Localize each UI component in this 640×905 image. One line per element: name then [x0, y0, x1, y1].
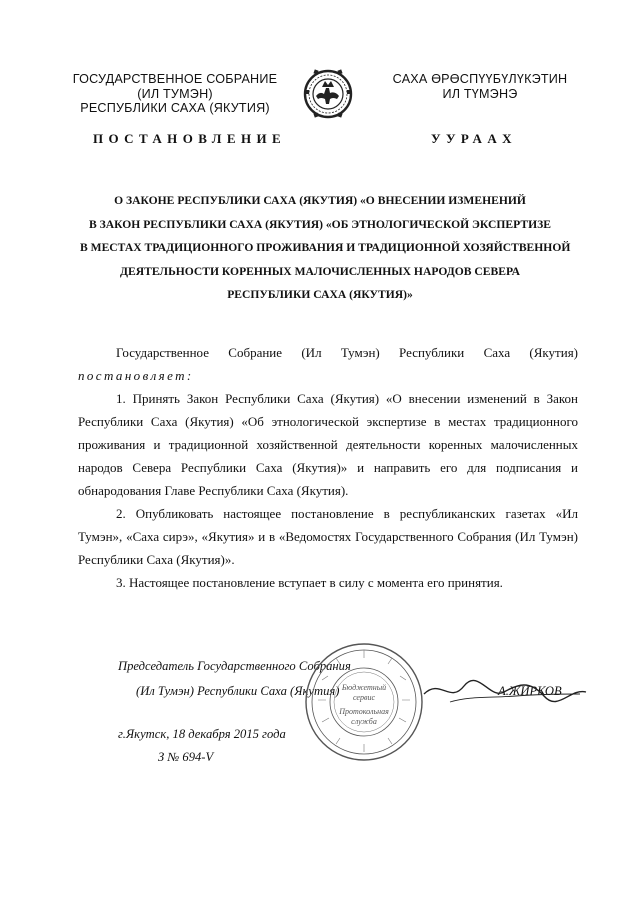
header-left	[50, 72, 300, 116]
header-right-line-1: САХА ӨРӨСПҮҮБҮЛҮКЭТИН	[392, 72, 568, 86]
body-postanovlyaet: постановляет:	[78, 368, 194, 383]
place-date: г.Якутск, 18 декабря 2015 года	[118, 727, 286, 741]
signer-position-line-1: Председатель Государственного Собрания	[118, 659, 351, 673]
header-left-line-1: ГОСУДАРСТВЕННОЕ СОБРАНИЕ	[72, 72, 278, 86]
title-line-3: В МЕСТАХ ТРАДИЦИОННОГО ПРОЖИВАНИЯ И ТРАДИЦИОННОЙ ХОЗЯЙСТВЕННОЙ	[80, 241, 571, 255]
stamp-text-1: Бюджетный	[341, 683, 387, 692]
document-title	[80, 189, 571, 307]
signer-name: А.ЖИРКОВ	[498, 684, 562, 698]
header-right-line-2: ИЛ ТҮМЭНЭ	[442, 86, 518, 101]
body-item-3: 3. Настоящее постановление вступает в силу с момента его принятия.	[116, 575, 503, 590]
stamp-text-3: Протокольная	[339, 707, 389, 716]
signer-position-line-2: (Ил Тумэн) Республики Саха (Якутия)	[136, 684, 340, 698]
header-left-line-2: (ИЛ ТУМЭН)	[137, 86, 213, 101]
doc-type-left: ПОСТАНОВЛЕНИЕ	[93, 131, 287, 146]
handwritten-signature-icon	[420, 674, 590, 714]
title-line-2: В ЗАКОН РЕСПУБЛИКИ САХА (ЯКУТИЯ) «ОБ ЭТНОЛОГИЧЕСКОЙ ЭКСПЕРТИЗЕ	[89, 217, 551, 231]
header-left-line-3: РЕСПУБЛИКИ САХА (ЯКУТИЯ)	[80, 101, 270, 115]
doc-type-right: УУРААХ	[431, 131, 517, 146]
body-item-1: 1. Принять Закон Республики Саха (Якутия) «О внесении изменений в Закон Республики Саха (Якутия) «Об этнологической экспертизе в местах традиционного проживания и традиционной хозяйственной деятельности коренных малочисленных народов Севера Республики Саха (Якутия)» и направить его для подписания и обнародования Главе Республики Саха (Якутия).	[78, 391, 578, 498]
stamp-text-2: сервис	[352, 693, 376, 702]
title-line-1: О ЗАКОНЕ РЕСПУБЛИКИ САХА (ЯКУТИЯ) «О ВНЕСЕНИИ ИЗМЕНЕНИЙ	[114, 194, 526, 207]
official-stamp-icon	[302, 640, 426, 764]
title-line-5: РЕСПУБЛИКИ САХА (ЯКУТИЯ)»	[227, 288, 413, 302]
header-right	[360, 72, 600, 101]
body-intro: Государственное Собрание (Ил Тумэн) Республики Саха (Якутия)	[116, 345, 578, 360]
title-line-4: ДЕЯТЕЛЬНОСТИ КОРЕННЫХ МАЛОЧИСЛЕННЫХ НАРОДОВ СЕВЕРА	[120, 264, 520, 278]
document-number: З № 694-V	[158, 750, 214, 764]
stamp-text-4: служба	[351, 717, 377, 726]
emblem-icon	[302, 66, 354, 124]
document-body	[78, 341, 578, 594]
body-item-2: 2. Опубликовать настоящее постановление в республиканских газетах «Ил Тумэн», «Саха сирэ», «Якутия» и в «Ведомостях Государственного Собрания (Ил Тумэн) Республики Саха (Якутия)».	[78, 506, 578, 567]
